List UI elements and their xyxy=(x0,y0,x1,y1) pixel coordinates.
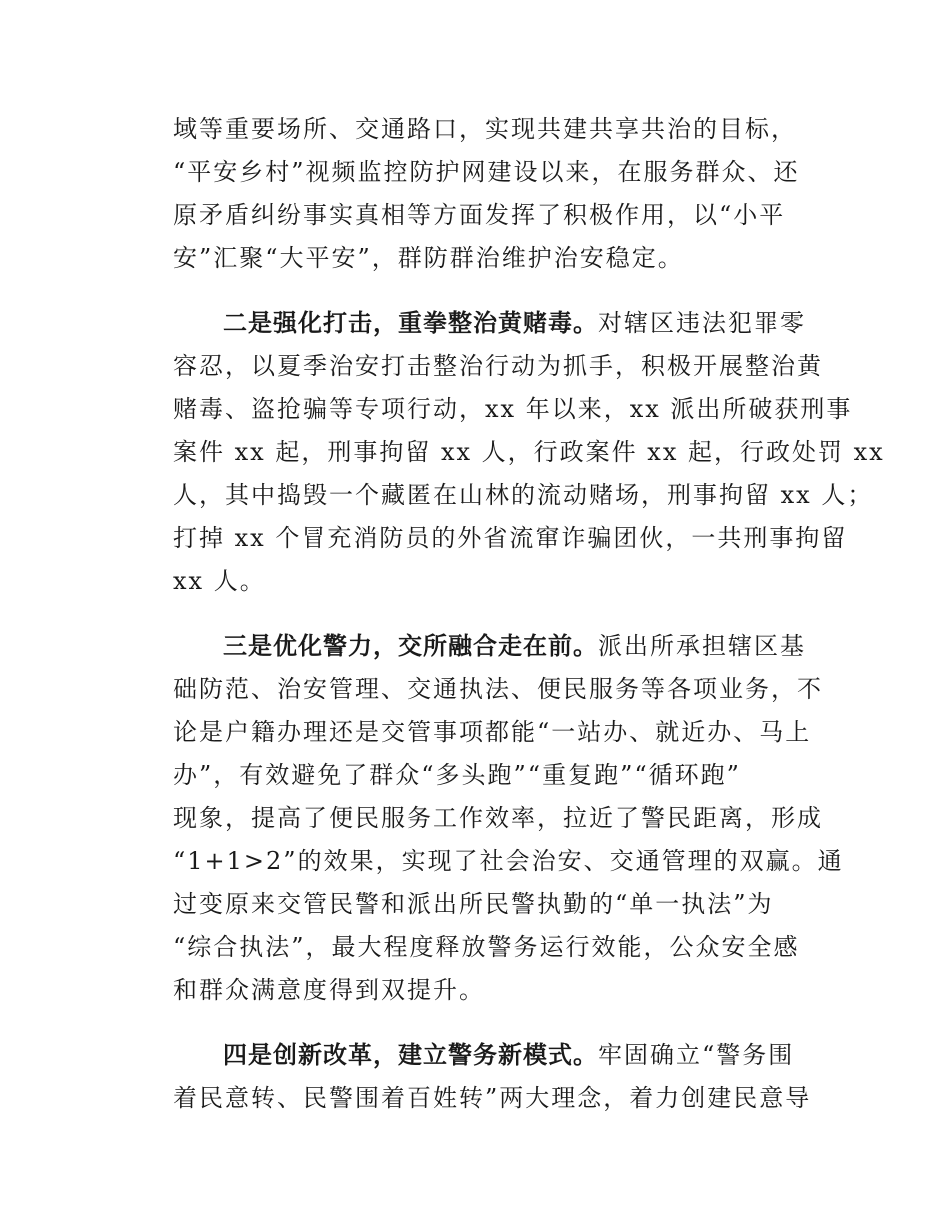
text-line: 域等重要场所、交通路口，实现共建共享共治的目标， xyxy=(173,115,797,143)
text-line: 和群众满意度得到双提升。 xyxy=(173,976,485,1004)
text-line: 现象，提高了便民服务工作效率，拉近了警民距离，形成 xyxy=(173,804,823,832)
text-line: 础防范、治安管理、交通执法、便民服务等各项业务，不 xyxy=(173,675,823,703)
text-line-first xyxy=(173,1034,813,1077)
text-line: 赌毒、盗抢骗等专项行动，xx 年以来，xx 派出所破获刑事 xyxy=(173,395,853,423)
paragraph-3 xyxy=(173,625,844,1012)
text-line: 人，其中捣毁一个藏匿在山林的流动赌场，刑事拘留 xx 人； xyxy=(173,481,874,509)
paragraph-spacer xyxy=(173,1012,813,1034)
paragraph-heading: 三是优化警力，交所融合走在前。 xyxy=(223,632,598,660)
text-line: 原矛盾纠纷事实真相等方面发挥了积极作用，以“小平 xyxy=(173,201,786,229)
paragraph-spacer xyxy=(173,603,813,625)
text-line: “平安乡村”视频监控防护网建设以来，在服务群众、还 xyxy=(173,158,800,186)
text-line: 过变原来交管民警和派出所民警执勤的“单一执法”为 xyxy=(173,890,774,918)
text-line: 论是户籍办理还是交管事项都能“一站办、就近办、马上 xyxy=(173,718,812,746)
text-line: 打掉 xx 个冒充消防员的外省流窜诈骗团伙，一共刑事拘留 xyxy=(173,524,848,552)
paragraph-1 xyxy=(173,108,813,280)
paragraph-heading: 二是强化打击，重拳整治黄赌毒。 xyxy=(223,309,598,337)
text-line: 办”，有效避免了群众“多头跑”“重复跑”“循环跑” xyxy=(173,761,741,789)
text-line-first xyxy=(173,302,813,345)
paragraph-heading: 四是创新改革，建立警务新模式。 xyxy=(223,1041,598,1069)
text-line: “1+1>2”的效果，实现了社会治安、交通管理的双赢。通 xyxy=(173,847,844,875)
document-body xyxy=(173,108,885,1120)
paragraph-2 xyxy=(173,302,885,603)
paragraph-spacer xyxy=(173,280,813,302)
text-line: 着民意转、民警围着百姓转”两大理念，着力创建民意导 xyxy=(173,1084,812,1112)
text-line: 案件 xx 起，刑事拘留 xx 人，行政案件 xx 起，行政处罚 xx xyxy=(173,438,885,466)
text-run: 对辖区违法犯罪零 xyxy=(598,309,806,337)
text-run: 派出所承担辖区基 xyxy=(598,632,806,660)
text-line: “综合执法”，最大程度释放警务运行效能，公众安全感 xyxy=(173,933,800,961)
text-line: 容忍，以夏季治安打击整治行动为抓手，积极开展整治黄 xyxy=(173,352,823,380)
text-line: 安”汇聚“大平安”，群防群治维护治安稳定。 xyxy=(173,244,684,272)
text-run: 牢固确立“警务围 xyxy=(598,1041,795,1069)
text-line-first xyxy=(173,625,813,668)
text-line: xx 人。 xyxy=(173,567,266,595)
paragraph-4 xyxy=(173,1034,813,1120)
